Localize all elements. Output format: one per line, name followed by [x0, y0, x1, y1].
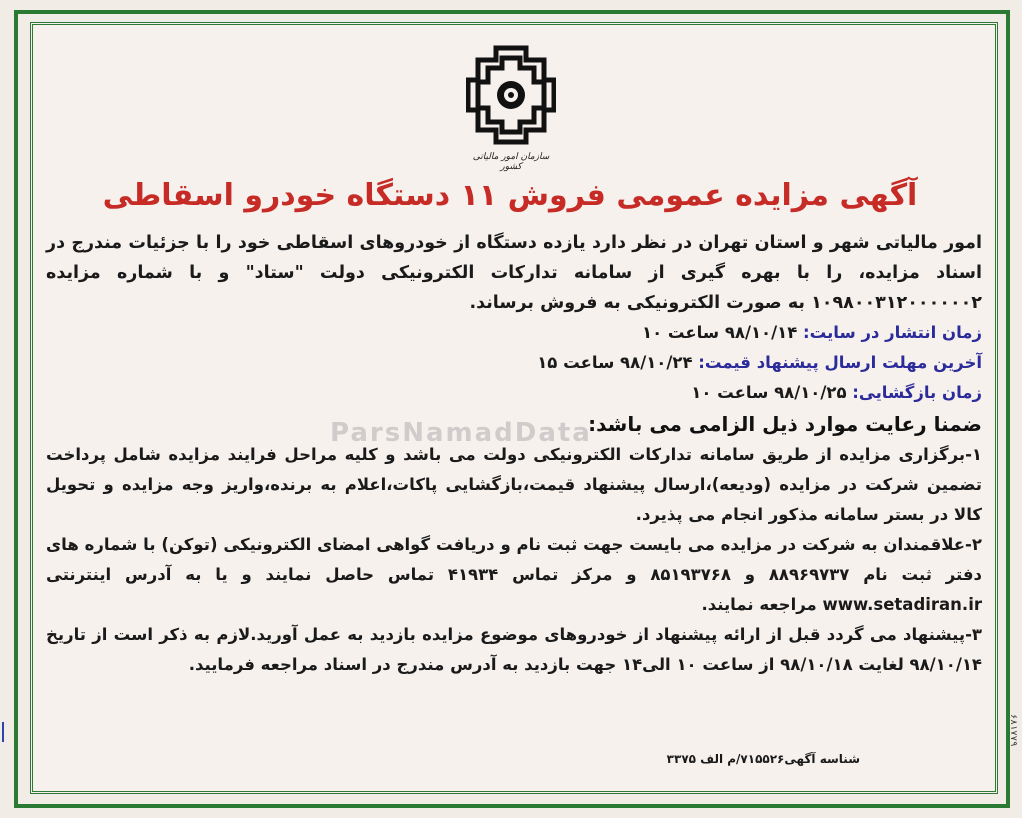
logo-caption: سازمان امور مالیاتی کشور [472, 152, 550, 172]
notice-id: شناسه آگهی۷۱۵۵۲۶/م الف ۳۳۷۵ [666, 752, 860, 766]
condition-item: ۳-پیشنهاد می گردد قبل از ارائه پیشنهاد از خودروهای موضوع مزایده بازدید به عمل آورید.لازم به ذکر است از تاریخ ۹۸/۱۰/۱۴ لغایت ۹۸/۱۰/۱۸ از ساعت ۱۰ الی۱۴ جهت بازدید به آدرس مندرج در اسناد مراجعه فرمایید. [46, 625, 982, 674]
opening-line [46, 378, 982, 408]
logo [466, 40, 556, 172]
publish-line [46, 318, 982, 348]
condition-item: ۱-برگزاری مزایده از طریق سامانه تدارکات الکترونیکی دولت می باشد و کلیه مراحل فرایند مزایده شامل پرداخت تضمین شرکت در مزایده (ودیعه)،ارسال پیشنهاد قیمت،بازگشایی پاکات،اعلام به برنده،واریز وجه مزایده و تحویل کالا در بستر سامانه مذکور انجام می پذیرد. [46, 445, 982, 524]
edge-code: ۶۸۱۷۷۹ [1008, 714, 1018, 747]
opening-value: ۹۸/۱۰/۲۵ ساعت ۱۰ [691, 383, 847, 402]
opening-label: زمان بازگشایی: [852, 383, 982, 402]
deadline-label: آخرین مهلت ارسال پیشنهاد قیمت: [698, 353, 982, 372]
notice-intro: امور مالیاتی شهر و استان تهران در نظر دارد یازده دستگاه از خودروهای اسقاطی خود را با جزئیات مندرج در اسناد مزایده، را با بهره گیری از سامانه تدارکات الکترونیکی دولت "ستاد" و با شماره مزایده ۱۰۹۸۰۰۳۱۲۰۰۰۰۰۰۲ به صورت الکترونیکی به فروش برساند. [46, 233, 982, 313]
publish-value: ۹۸/۱۰/۱۴ ساعت ۱۰ [642, 323, 798, 342]
publish-label: زمان انتشار در سایت: [803, 323, 982, 342]
edge-mark [2, 722, 12, 742]
watermark: ParsNamadData [330, 418, 592, 448]
notice-body [46, 228, 982, 680]
tax-organization-emblem-icon [466, 40, 556, 150]
deadline-value: ۹۸/۱۰/۲۴ ساعت ۱۵ [537, 353, 693, 372]
condition-item: ۲-علاقمندان به شرکت در مزایده می بایست جهت ثبت نام و دریافت گواهی امضای الکترونیکی (توکن) با شماره های دفتر ثبت نام ۸۸۹۶۹۷۳۷ و ۸۵۱۹۳۷۶۸ و مرکز تماس ۴۱۹۳۴ تماس حاصل نمایند و یا به آدرس اینترنتی www.setadiran.ir مراجعه نمایند. [46, 535, 982, 614]
notice-title: آگهی مزایده عمومی فروش ۱۱ دستگاه خودرو اسقاطی [102, 178, 918, 213]
deadline-line [46, 348, 982, 378]
conditions-heading: ضمنا رعایت موارد ذیل الزامی می باشد: [588, 412, 982, 436]
